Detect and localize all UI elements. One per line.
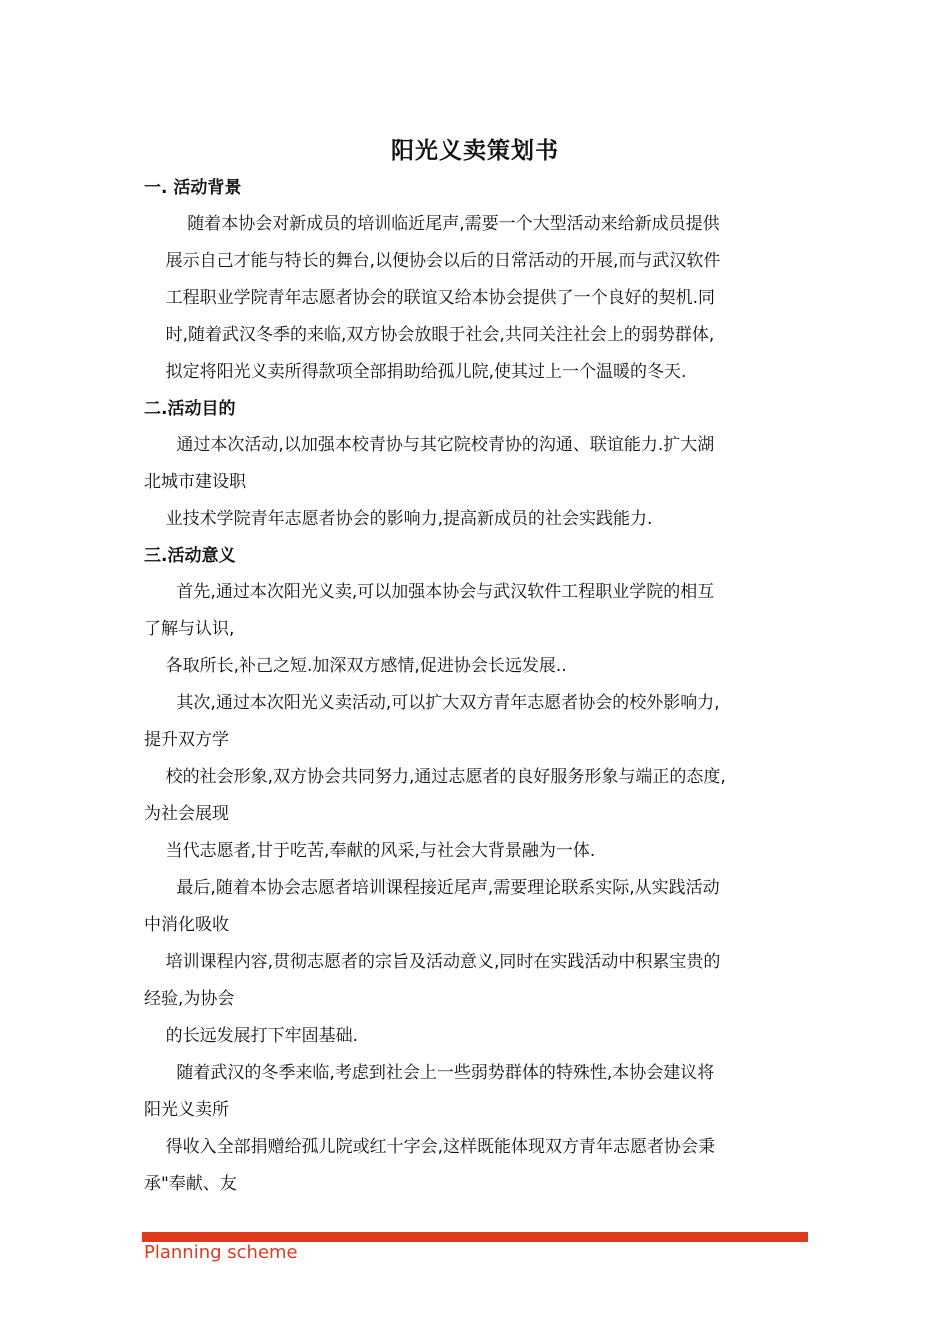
section-paragraph-significance [144, 574, 810, 1203]
paragraph-line: 其次,通过本次阳光义卖活动,可以扩大双方青年志愿者协会的校外影响力, [144, 693, 720, 713]
section-paragraph-purpose [144, 427, 810, 538]
paragraph-line: 当代志愿者,甘于吃苦,奉献的风采,与社会大背景融为一体. [144, 841, 596, 861]
paragraph-line: 随着武汉的冬季来临,考虑到社会上一些弱势群体的特殊性,本协会建议将 [144, 1063, 715, 1083]
section-heading-purpose: 二.活动目的 [144, 399, 236, 419]
paragraph-line: 了解与认识, [144, 619, 235, 639]
paragraph-line: 北城市建设职 [144, 472, 246, 492]
paragraph-line: 展示自己才能与特长的舞台,以便协会以后的日常活动的开展,而与武汉软件 [144, 251, 721, 271]
document-body [144, 170, 810, 1203]
paragraph-line: 的长远发展打下牢固基础. [144, 1026, 359, 1046]
paragraph-line: 为社会展现 [144, 804, 229, 824]
paragraph-line: 培训课程内容,贯彻志愿者的宗旨及活动意义,同时在实践活动中积累宝贵的 [144, 952, 721, 972]
paragraph-line: 提升双方学 [144, 730, 229, 750]
paragraph-line: 业技术学院青年志愿者协会的影响力,提高新成员的社会实践能力. [144, 509, 653, 529]
paragraph-line: 随着本协会对新成员的培训临近尾声,需要一个大型活动来给新成员提供 [144, 214, 720, 234]
section-heading-background: 一. 活动背景 [144, 178, 242, 198]
section-paragraph-background [144, 206, 810, 391]
paragraph-line: 首先,通过本次阳光义卖,可以加强本协会与武汉软件工程职业学院的相互 [144, 582, 715, 602]
paragraph-line: 校的社会形象,双方协会共同努力,通过志愿者的良好服务形象与端正的态度, [144, 767, 726, 787]
section-heading-significance: 三.活动意义 [144, 546, 236, 566]
paragraph-line: 阳光义卖所 [144, 1100, 229, 1120]
paragraph-line: 工程职业学院青年志愿者协会的联谊又给本协会提供了一个良好的契机.同 [144, 288, 716, 308]
paragraph-line: 得收入全部捐赠给孤儿院或红十字会,这样既能体现双方青年志愿者协会秉 [144, 1137, 716, 1157]
paragraph-line: 中消化吸收 [144, 915, 229, 935]
paragraph-line: 拟定将阳光义卖所得款项全部捐助给孤儿院,使其过上一个温暖的冬天. [144, 362, 687, 382]
paragraph-line: 经验,为协会 [144, 989, 235, 1009]
footer-label: Planning scheme [144, 1242, 298, 1263]
paragraph-line: 最后,随着本协会志愿者培训课程接近尾声,需要理论联系实际,从实践活动 [144, 878, 720, 898]
paragraph-line: 时,随着武汉冬季的来临,双方协会放眼于社会,共同关注社会上的弱势群体, [144, 325, 715, 345]
paragraph-line: 通过本次活动,以加强本校青协与其它院校青协的沟通、联谊能力.扩大湖 [144, 435, 715, 455]
paragraph-line: 承"奉献、友 [144, 1174, 237, 1194]
document-title: 阳光义卖策划书 [391, 138, 559, 164]
paragraph-line: 各取所长,补己之短.加深双方感情,促进协会长远发展.. [144, 656, 567, 676]
